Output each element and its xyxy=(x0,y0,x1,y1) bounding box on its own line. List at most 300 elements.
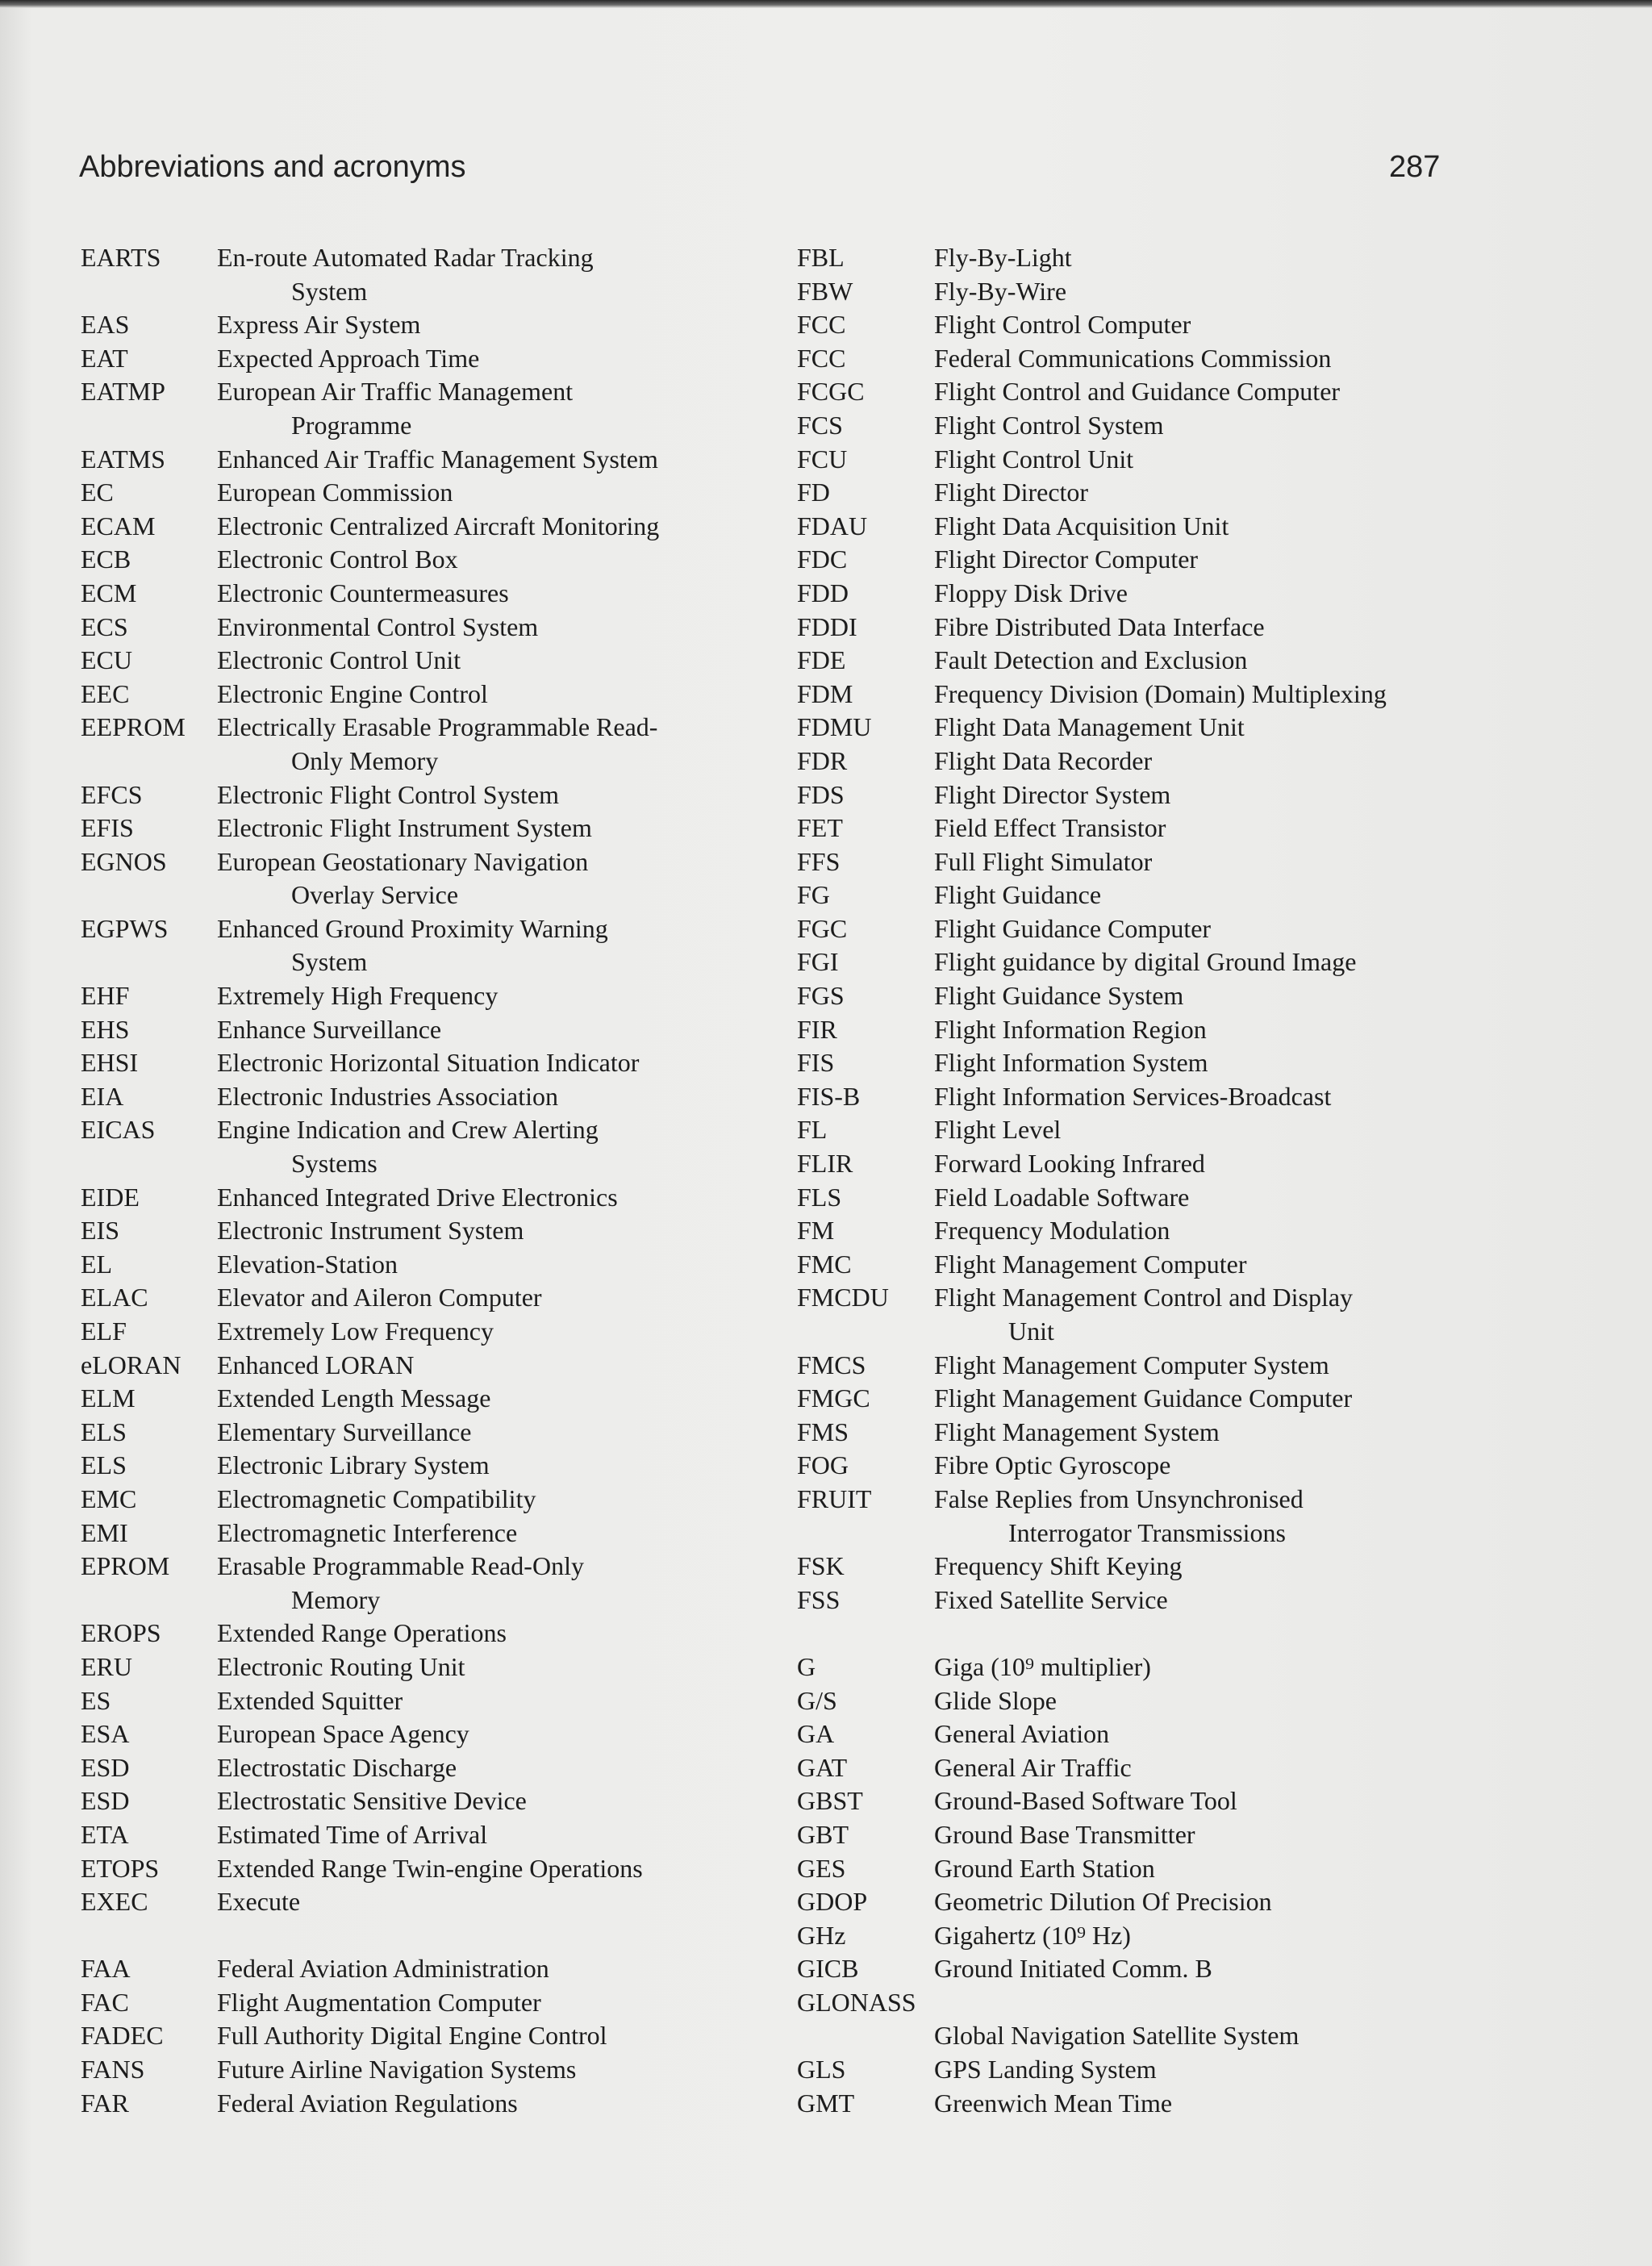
abbreviation: GAT xyxy=(797,1752,848,1782)
definition: Systems xyxy=(291,1149,378,1179)
glossary-entry xyxy=(81,1986,782,2020)
glossary-entry xyxy=(797,845,1644,879)
definition: Field Loadable Software xyxy=(934,1182,1190,1212)
abbreviation: FDR xyxy=(797,745,848,775)
definition: Extremely High Frequency xyxy=(217,981,499,1011)
definition: Flight Level xyxy=(934,1115,1062,1145)
abbreviation: G/S xyxy=(797,1685,837,1715)
abbreviation: EMI xyxy=(81,1517,128,1547)
definition: General Air Traffic xyxy=(934,1752,1132,1782)
abbreviation: FDDI xyxy=(797,611,857,641)
definition: False Replies from Unsynchronised xyxy=(934,1484,1304,1513)
definition: Electronic Routing Unit xyxy=(217,1651,465,1681)
definition: Electronic Industries Association xyxy=(217,1081,559,1111)
glossary-entry xyxy=(81,945,782,979)
glossary-entry xyxy=(797,510,1644,544)
glossary-entry xyxy=(797,1751,1644,1785)
abbreviation: ELF xyxy=(81,1317,127,1346)
abbreviation: FCC xyxy=(797,343,846,373)
glossary-entry xyxy=(797,1584,1644,1617)
glossary-entry xyxy=(797,1214,1644,1248)
definition: En-route Automated Radar Tracking xyxy=(217,243,594,272)
glossary-entry xyxy=(797,1248,1644,1282)
glossary-entry xyxy=(797,342,1644,376)
abbreviation: FDD xyxy=(797,578,849,607)
abbreviation: ECB xyxy=(81,545,131,574)
abbreviation: EL xyxy=(81,1249,113,1279)
glossary-entry xyxy=(81,1214,782,1248)
glossary-entry xyxy=(797,1919,1644,1953)
definition: Electromagnetic Interference xyxy=(217,1517,518,1547)
abbreviation: EFCS xyxy=(81,779,143,809)
definition: Overlay Service xyxy=(291,880,459,910)
glossary-entry xyxy=(81,1013,782,1047)
abbreviation: FCS xyxy=(797,410,843,440)
abbreviation: FD xyxy=(797,478,830,507)
glossary-entry xyxy=(797,308,1644,342)
definition: Extremely Low Frequency xyxy=(217,1317,494,1346)
glossary-entry xyxy=(81,1315,782,1349)
glossary-entry xyxy=(81,644,782,678)
definition: Federal Communications Commission xyxy=(934,343,1332,373)
abbreviation: FBW xyxy=(797,276,853,306)
glossary-entry xyxy=(81,2087,782,2121)
glossary-entry xyxy=(81,678,782,712)
glossary-entry xyxy=(81,2053,782,2087)
glossary-entry xyxy=(81,1584,782,1617)
definition: Flight Management Computer System xyxy=(934,1350,1329,1379)
abbreviation: FCGC xyxy=(797,377,865,407)
abbreviation: FG xyxy=(797,880,830,910)
definition: Programme xyxy=(291,410,412,440)
definition: Enhanced Ground Proximity Warning xyxy=(217,913,608,943)
abbreviation: FDC xyxy=(797,545,848,574)
abbreviation: FCU xyxy=(797,444,848,474)
abbreviation: FMCS xyxy=(797,1350,866,1379)
definition: Enhanced Air Traffic Management System xyxy=(217,444,658,474)
definition: Electrostatic Discharge xyxy=(217,1752,457,1782)
glossary-entry xyxy=(81,1483,782,1517)
definition: Unit xyxy=(1008,1317,1054,1346)
definition: Electrostatic Sensitive Device xyxy=(217,1786,527,1816)
abbreviation: FDM xyxy=(797,678,853,708)
abbreviation: FET xyxy=(797,813,843,843)
definition: Federal Aviation Regulations xyxy=(217,2088,518,2118)
abbreviation: GMT xyxy=(797,2088,855,2118)
abbreviation: ESD xyxy=(81,1752,130,1782)
glossary-entry xyxy=(797,1315,1644,1349)
section-gap xyxy=(81,1919,782,1953)
abbreviation: EHF xyxy=(81,981,130,1011)
abbreviation: GLONASS xyxy=(797,1987,916,2017)
abbreviation: FIS-B xyxy=(797,1081,861,1111)
glossary-entry xyxy=(797,1684,1644,1718)
glossary-entry xyxy=(797,1080,1644,1114)
glossary-entry xyxy=(797,1181,1644,1215)
glossary-entry xyxy=(797,1382,1644,1416)
definition: Electronic Control Box xyxy=(217,545,458,574)
abbreviation: ECS xyxy=(81,611,128,641)
definition: Frequency Division (Domain) Multiplexing xyxy=(934,678,1387,708)
abbreviation: FAR xyxy=(81,2088,129,2118)
abbreviation: ESD xyxy=(81,1786,130,1816)
glossary-entry xyxy=(797,2053,1644,2087)
glossary-entry xyxy=(797,1517,1644,1550)
abbreviation: GA xyxy=(797,1719,835,1749)
abbreviation: EARTS xyxy=(81,243,161,272)
abbreviation: EHSI xyxy=(81,1048,139,1078)
glossary-entry xyxy=(81,1248,782,1282)
definition: Full Flight Simulator xyxy=(934,846,1153,876)
abbreviation: EIDE xyxy=(81,1182,140,1212)
glossary-entry xyxy=(81,1080,782,1114)
abbreviation: EIS xyxy=(81,1216,119,1246)
definition: Electronic Flight Instrument System xyxy=(217,813,592,843)
definition: Electronic Library System xyxy=(217,1450,490,1480)
definition: Flight Management Computer xyxy=(934,1249,1247,1279)
abbreviation: GBT xyxy=(797,1819,849,1849)
definition: Ground Initiated Comm. B xyxy=(934,1954,1212,1984)
glossary-entry xyxy=(797,275,1644,309)
abbreviation: FSK xyxy=(797,1551,845,1581)
scan-edge xyxy=(0,0,1652,8)
abbreviation: FSS xyxy=(797,1584,841,1614)
abbreviation: FCC xyxy=(797,310,846,340)
abbreviation: EAT xyxy=(81,343,128,373)
glossary-entry xyxy=(797,778,1644,812)
glossary-entry xyxy=(797,577,1644,611)
definition: Flight Guidance xyxy=(934,880,1102,910)
glossary-entry xyxy=(797,644,1644,678)
definition: Enhance Surveillance xyxy=(217,1014,442,1044)
glossary-entry xyxy=(81,1852,782,1886)
abbreviation: GDOP xyxy=(797,1887,868,1917)
definition: Flight Control Computer xyxy=(934,310,1191,340)
definition: General Aviation xyxy=(934,1719,1110,1749)
glossary-entry xyxy=(797,912,1644,946)
abbreviation: FGI xyxy=(797,947,839,977)
glossary-entry xyxy=(81,1449,782,1483)
abbreviation: ETA xyxy=(81,1819,129,1849)
abbreviation: ECAM xyxy=(81,511,156,540)
definition: Floppy Disk Drive xyxy=(934,578,1128,607)
definition: Flight Director Computer xyxy=(934,545,1199,574)
glossary-entry xyxy=(797,1449,1644,1483)
definition: Field Effect Transistor xyxy=(934,813,1166,843)
definition: Flight Augmentation Computer xyxy=(217,1987,541,2017)
glossary-entry xyxy=(797,1483,1644,1517)
glossary-entry xyxy=(797,812,1644,845)
abbreviation: FDE xyxy=(797,645,846,675)
abbreviation: EIA xyxy=(81,1081,124,1111)
definition: Frequency Modulation xyxy=(934,1216,1170,1246)
glossary-entry xyxy=(81,1684,782,1718)
glossary-entry xyxy=(797,1550,1644,1584)
definition: Extended Range Operations xyxy=(217,1618,507,1648)
abbreviation: FADEC xyxy=(81,2021,164,2051)
definition: European Air Traffic Management xyxy=(217,377,574,407)
abbreviation: FMC xyxy=(797,1249,852,1279)
definition: Execute xyxy=(217,1887,301,1917)
glossary-entry xyxy=(81,1517,782,1550)
glossary-entry xyxy=(81,1281,782,1315)
glossary-entry xyxy=(81,443,782,477)
abbreviation: FOG xyxy=(797,1450,849,1480)
glossary-entry xyxy=(81,912,782,946)
definition: Expected Approach Time xyxy=(217,343,480,373)
running-header-title: Abbreviations and acronyms xyxy=(79,150,466,184)
abbreviation: FGS xyxy=(797,981,845,1011)
abbreviation: ELS xyxy=(81,1450,127,1480)
definition: Flight Information Region xyxy=(934,1014,1207,1044)
abbreviation: FGC xyxy=(797,913,848,943)
glossary-entry xyxy=(81,1650,782,1684)
glossary-entry xyxy=(797,241,1644,275)
glossary-entry xyxy=(797,1416,1644,1450)
abbreviation: FDAU xyxy=(797,511,868,540)
glossary-entry xyxy=(81,1416,782,1450)
abbreviation: ELS xyxy=(81,1417,127,1446)
abbreviation: EC xyxy=(81,478,114,507)
abbreviation: G xyxy=(797,1651,816,1681)
glossary-entry xyxy=(81,611,782,645)
definition: Fibre Distributed Data Interface xyxy=(934,611,1265,641)
abbreviation: FDS xyxy=(797,779,845,809)
abbreviation: FM xyxy=(797,1216,835,1246)
definition: Engine Indication and Crew Alerting xyxy=(217,1115,599,1145)
abbreviation: FFS xyxy=(797,846,841,876)
abbreviation: EEPROM xyxy=(81,712,186,742)
glossary-entry xyxy=(81,1751,782,1785)
glossary-entry xyxy=(797,1113,1644,1147)
glossary-entry xyxy=(81,409,782,443)
definition: Flight guidance by digital Ground Image xyxy=(934,947,1357,977)
abbreviation: FDMU xyxy=(797,712,872,742)
definition: Frequency Shift Keying xyxy=(934,1551,1183,1581)
glossary-entry xyxy=(81,308,782,342)
glossary-entry xyxy=(81,1147,782,1181)
abbreviation: ERU xyxy=(81,1651,132,1681)
definition: Environmental Control System xyxy=(217,611,539,641)
definition: European Space Agency xyxy=(217,1719,469,1749)
definition: Flight Director System xyxy=(934,779,1171,809)
definition: Erasable Programmable Read-Only xyxy=(217,1551,584,1581)
abbreviation: eLORAN xyxy=(81,1350,181,1379)
abbreviation: FMCDU xyxy=(797,1283,889,1312)
abbreviation: EGNOS xyxy=(81,846,167,876)
definition: Electronic Control Unit xyxy=(217,645,461,675)
definition: Ground Earth Station xyxy=(934,1853,1155,1883)
glossary-entry xyxy=(797,375,1644,409)
definition: Flight Guidance Computer xyxy=(934,913,1212,943)
page-number: 287 xyxy=(1389,150,1441,184)
definition: Interrogator Transmissions xyxy=(1008,1517,1286,1547)
glossary-entry xyxy=(797,409,1644,443)
abbreviation: EHS xyxy=(81,1014,130,1044)
abbreviation: EAS xyxy=(81,310,130,340)
definition: Elevator and Aileron Computer xyxy=(217,1283,542,1312)
definition: Flight Control and Guidance Computer xyxy=(934,377,1341,407)
definition: Flight Management Control and Display xyxy=(934,1283,1354,1312)
abbreviation: ELAC xyxy=(81,1283,148,1312)
definition: Electrically Erasable Programmable Read- xyxy=(217,712,658,742)
definition: Extended Range Twin-engine Operations xyxy=(217,1853,643,1883)
abbreviation: EMC xyxy=(81,1484,137,1513)
abbreviation: EFIS xyxy=(81,813,134,843)
abbreviation: ECM xyxy=(81,578,137,607)
glossary-entry xyxy=(797,979,1644,1013)
glossary-entry xyxy=(797,2087,1644,2121)
definition: GPS Landing System xyxy=(934,2055,1157,2084)
definition: Electronic Flight Control System xyxy=(217,779,559,809)
abbreviation: FIR xyxy=(797,1014,837,1044)
definition: Gigahertz (10⁹ Hz) xyxy=(934,1920,1131,1950)
abbreviation: FLIR xyxy=(797,1149,853,1179)
glossary-entry xyxy=(81,275,782,309)
glossary-entry xyxy=(797,711,1644,745)
glossary-entry xyxy=(81,979,782,1013)
glossary-entry xyxy=(797,1885,1644,1919)
definition: Elevation-Station xyxy=(217,1249,398,1279)
left-glossary-column xyxy=(81,241,782,2120)
glossary-entry xyxy=(797,1650,1644,1684)
glossary-entry xyxy=(797,1986,1644,2020)
abbreviation: ES xyxy=(81,1685,111,1715)
definition: Greenwich Mean Time xyxy=(934,2088,1173,2118)
abbreviation: ETOPS xyxy=(81,1853,160,1883)
abbreviation: EPROM xyxy=(81,1551,170,1581)
glossary-entry xyxy=(797,945,1644,979)
definition: Elementary Surveillance xyxy=(217,1417,472,1446)
abbreviation: GICB xyxy=(797,1954,859,1984)
definition: Flight Control Unit xyxy=(934,444,1134,474)
abbreviation: FRUIT xyxy=(797,1484,872,1513)
abbreviation: EEC xyxy=(81,678,130,708)
definition: Electromagnetic Compatibility xyxy=(217,1484,536,1513)
abbreviation: FAA xyxy=(81,1954,131,1984)
abbreviation: EGPWS xyxy=(81,913,169,943)
definition: Flight Data Acquisition Unit xyxy=(934,511,1229,540)
definition: Enhanced LORAN xyxy=(217,1350,415,1379)
glossary-entry xyxy=(81,878,782,912)
abbreviation: ESA xyxy=(81,1719,130,1749)
glossary-entry xyxy=(81,711,782,745)
glossary-entry xyxy=(81,241,782,275)
glossary-entry xyxy=(81,1885,782,1919)
definition: Flight Information Services-Broadcast xyxy=(934,1081,1332,1111)
abbreviation: GHz xyxy=(797,1920,846,1950)
glossary-entry xyxy=(81,1617,782,1650)
abbreviation: FIS xyxy=(797,1048,835,1078)
glossary-entry xyxy=(797,611,1644,645)
glossary-entry xyxy=(797,878,1644,912)
abbreviation: FMGC xyxy=(797,1383,870,1413)
definition: Enhanced Integrated Drive Electronics xyxy=(217,1182,618,1212)
definition: Extended Length Message xyxy=(217,1383,491,1413)
glossary-entry xyxy=(797,2019,1644,2053)
abbreviation: GBST xyxy=(797,1786,863,1816)
definition: Flight Control System xyxy=(934,410,1164,440)
glossary-entry xyxy=(797,1818,1644,1852)
definition: Flight Information System xyxy=(934,1048,1208,1078)
definition: European Commission xyxy=(217,478,453,507)
glossary-entry xyxy=(81,1382,782,1416)
definition: Federal Aviation Administration xyxy=(217,1954,549,1984)
glossary-entry xyxy=(81,1349,782,1383)
glossary-entry xyxy=(797,476,1644,510)
abbreviation: FMS xyxy=(797,1417,849,1446)
abbreviation: FANS xyxy=(81,2055,145,2084)
definition: System xyxy=(291,276,368,306)
definition: Electronic Instrument System xyxy=(217,1216,524,1246)
definition: European Geostationary Navigation xyxy=(217,846,589,876)
glossary-entry xyxy=(81,1952,782,1986)
abbreviation: EXEC xyxy=(81,1887,148,1917)
definition: Ground-Based Software Tool xyxy=(934,1786,1237,1816)
definition: Electronic Horizontal Situation Indicator xyxy=(217,1048,640,1078)
glossary-entry xyxy=(81,1181,782,1215)
definition: Electronic Engine Control xyxy=(217,678,488,708)
definition: Flight Data Management Unit xyxy=(934,712,1245,742)
definition: Global Navigation Satellite System xyxy=(934,2021,1299,2051)
glossary-entry xyxy=(81,342,782,376)
definition: Fault Detection and Exclusion xyxy=(934,645,1248,675)
glossary-entry xyxy=(81,778,782,812)
definition: Fibre Optic Gyroscope xyxy=(934,1450,1171,1480)
glossary-entry xyxy=(81,577,782,611)
definition: Memory xyxy=(291,1584,381,1614)
glossary-entry xyxy=(81,1784,782,1818)
glossary-entry xyxy=(797,1784,1644,1818)
definition: Electronic Countermeasures xyxy=(217,578,509,607)
definition: Flight Director xyxy=(934,478,1089,507)
right-glossary-column xyxy=(797,241,1644,2120)
definition: Giga (10⁹ multiplier) xyxy=(934,1651,1151,1681)
glossary-entry xyxy=(797,1952,1644,1986)
abbreviation: EATMS xyxy=(81,444,165,474)
definition: Flight Management System xyxy=(934,1417,1220,1446)
glossary-entry xyxy=(81,375,782,409)
abbreviation: ELM xyxy=(81,1383,136,1413)
definition: Fly-By-Wire xyxy=(934,276,1067,306)
definition: Glide Slope xyxy=(934,1685,1057,1715)
definition: Extended Squitter xyxy=(217,1685,403,1715)
definition: Forward Looking Infrared xyxy=(934,1149,1205,1179)
definition: Flight Management Guidance Computer xyxy=(934,1383,1353,1413)
glossary-entry xyxy=(81,1113,782,1147)
glossary-entry xyxy=(797,443,1644,477)
abbreviation: EATMP xyxy=(81,377,165,407)
definition: Electronic Centralized Aircraft Monitoring xyxy=(217,511,660,540)
glossary-entry xyxy=(81,812,782,845)
definition: Ground Base Transmitter xyxy=(934,1819,1195,1849)
section-gap xyxy=(797,1617,1644,1650)
glossary-entry xyxy=(81,510,782,544)
definition: Full Authority Digital Engine Control xyxy=(217,2021,607,2051)
glossary-entry xyxy=(797,745,1644,778)
glossary-entry xyxy=(797,1046,1644,1080)
definition: Express Air System xyxy=(217,310,421,340)
abbreviation: FAC xyxy=(81,1987,129,2017)
definition: Fixed Satellite Service xyxy=(934,1584,1168,1614)
glossary-entry xyxy=(81,2019,782,2053)
glossary-entry xyxy=(797,678,1644,712)
glossary-entry xyxy=(81,745,782,778)
definition: Estimated Time of Arrival xyxy=(217,1819,488,1849)
glossary-entry xyxy=(81,543,782,577)
abbreviation: EICAS xyxy=(81,1115,156,1145)
glossary-entry xyxy=(81,476,782,510)
